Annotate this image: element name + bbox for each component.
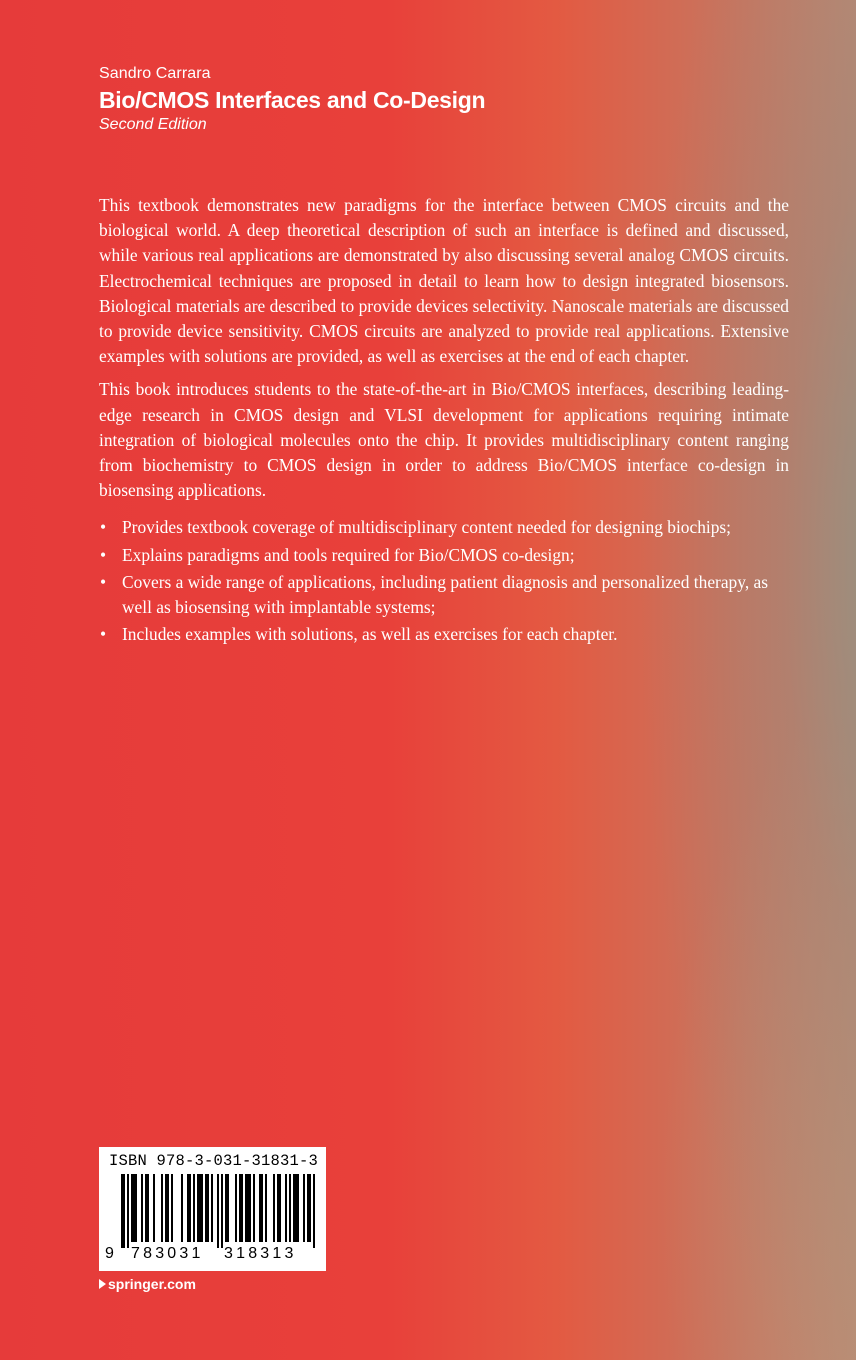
barcode-bar: [265, 1174, 267, 1242]
barcode-bar: [245, 1174, 251, 1242]
barcode-bar: [205, 1174, 209, 1242]
bullet-icon: •: [100, 517, 107, 538]
isbn-label: ISBN 978-3-031-31831-3: [109, 1152, 319, 1170]
barcode-bar: [153, 1174, 155, 1242]
barcode-bar: [145, 1174, 149, 1242]
barcode-bar: [239, 1174, 243, 1242]
barcode-bar: [313, 1174, 315, 1248]
barcode-bar: [121, 1174, 125, 1248]
barcode-bar: [259, 1174, 263, 1242]
cover-header: [99, 64, 485, 135]
blurb-paragraph-1: This textbook demonstrates new paradigms for the interface between CMOS circuits and the biological world. A deep theoretical description of such an interface is defined and discussed, while various real applications are demonstrated by also discussing several analog CMOS circuits. Electrochemical techniques are proposed in detail to learn how to design integrated biosensors. Biological materials are described to provide devices selectivity. Nanoscale materials are discussed to provide device sensitivity. CMOS circuits are analyzed to provide real applications. Extensive examples with solutions are provided, as well as exercises at the end of each chapter.: [99, 195, 789, 367]
barcode-bar: [193, 1174, 195, 1242]
barcode-bar: [289, 1174, 291, 1242]
list-item-text: Includes examples with solutions, as well as exercises for each chapter.: [122, 624, 618, 645]
barcode-bar: [285, 1174, 287, 1242]
barcode-bar: [211, 1174, 213, 1242]
bullet-icon: •: [100, 544, 107, 565]
barcode-bar: [277, 1174, 281, 1242]
barcode-bar: [161, 1174, 163, 1242]
triangle-arrow-icon: [99, 1279, 106, 1289]
barcode-bar: [303, 1174, 305, 1242]
barcode-bar: [141, 1174, 143, 1242]
blurb-paragraph-2: This book introduces students to the state-of-the-art in Bio/CMOS interfaces, describing leading-edge research in CMOS design and VLSI development for applications requiring intimate integration of biological molecules onto the chip. It provides multidisciplinary content ranging from biochemistry to CMOS design in order to address Bio/CMOS interface co-design in biosensing applications.: [99, 379, 789, 501]
barcode-bar: [171, 1174, 173, 1242]
barcode-bar: [197, 1174, 203, 1242]
isbn-barcode: [99, 1147, 326, 1271]
list-item-text: Provides textbook coverage of multidisciplinary content needed for designing biochips;: [122, 517, 732, 538]
list-item: [99, 515, 789, 540]
publisher-website[interactable]: [99, 1276, 196, 1292]
barcode-bars-icon: [121, 1174, 317, 1248]
barcode-bar: [187, 1174, 191, 1242]
barcode-bar: [127, 1174, 129, 1248]
barcode-bar: [131, 1174, 137, 1242]
list-item: [99, 570, 789, 620]
author-name: Sandro Carrara: [99, 65, 211, 82]
barcode-left-group: 783031: [131, 1245, 204, 1262]
list-item-text: Covers a wide range of applications, including patient diagnosis and personalized therapy, as well as biosensing with implantable systems;: [122, 571, 769, 618]
book-title: Bio/CMOS Interfaces and Co-Design: [99, 87, 486, 113]
barcode-bar: [165, 1174, 169, 1242]
barcode-bar: [307, 1174, 311, 1242]
barcode-first-digit: 9: [105, 1245, 114, 1262]
blurb: [99, 193, 789, 649]
barcode-bar: [235, 1174, 237, 1242]
bullet-icon: •: [100, 624, 107, 645]
list-item-text: Explains paradigms and tools required for Bio/CMOS co-design;: [122, 544, 575, 565]
edition-label: Second Edition: [99, 116, 207, 133]
barcode-bar: [273, 1174, 275, 1242]
barcode-digits: [99, 1245, 326, 1269]
barcode-bar: [221, 1174, 223, 1248]
website-link[interactable]: springer.com: [108, 1276, 196, 1292]
barcode-bar: [253, 1174, 255, 1242]
barcode-bar: [181, 1174, 183, 1242]
feature-list: [99, 515, 789, 647]
barcode-bar: [217, 1174, 219, 1248]
barcode-bar: [293, 1174, 299, 1242]
bullet-icon: •: [100, 571, 107, 592]
list-item: [99, 622, 789, 647]
barcode-bar: [225, 1174, 229, 1242]
list-item: [99, 543, 789, 568]
barcode-right-group: 318313: [224, 1245, 297, 1262]
